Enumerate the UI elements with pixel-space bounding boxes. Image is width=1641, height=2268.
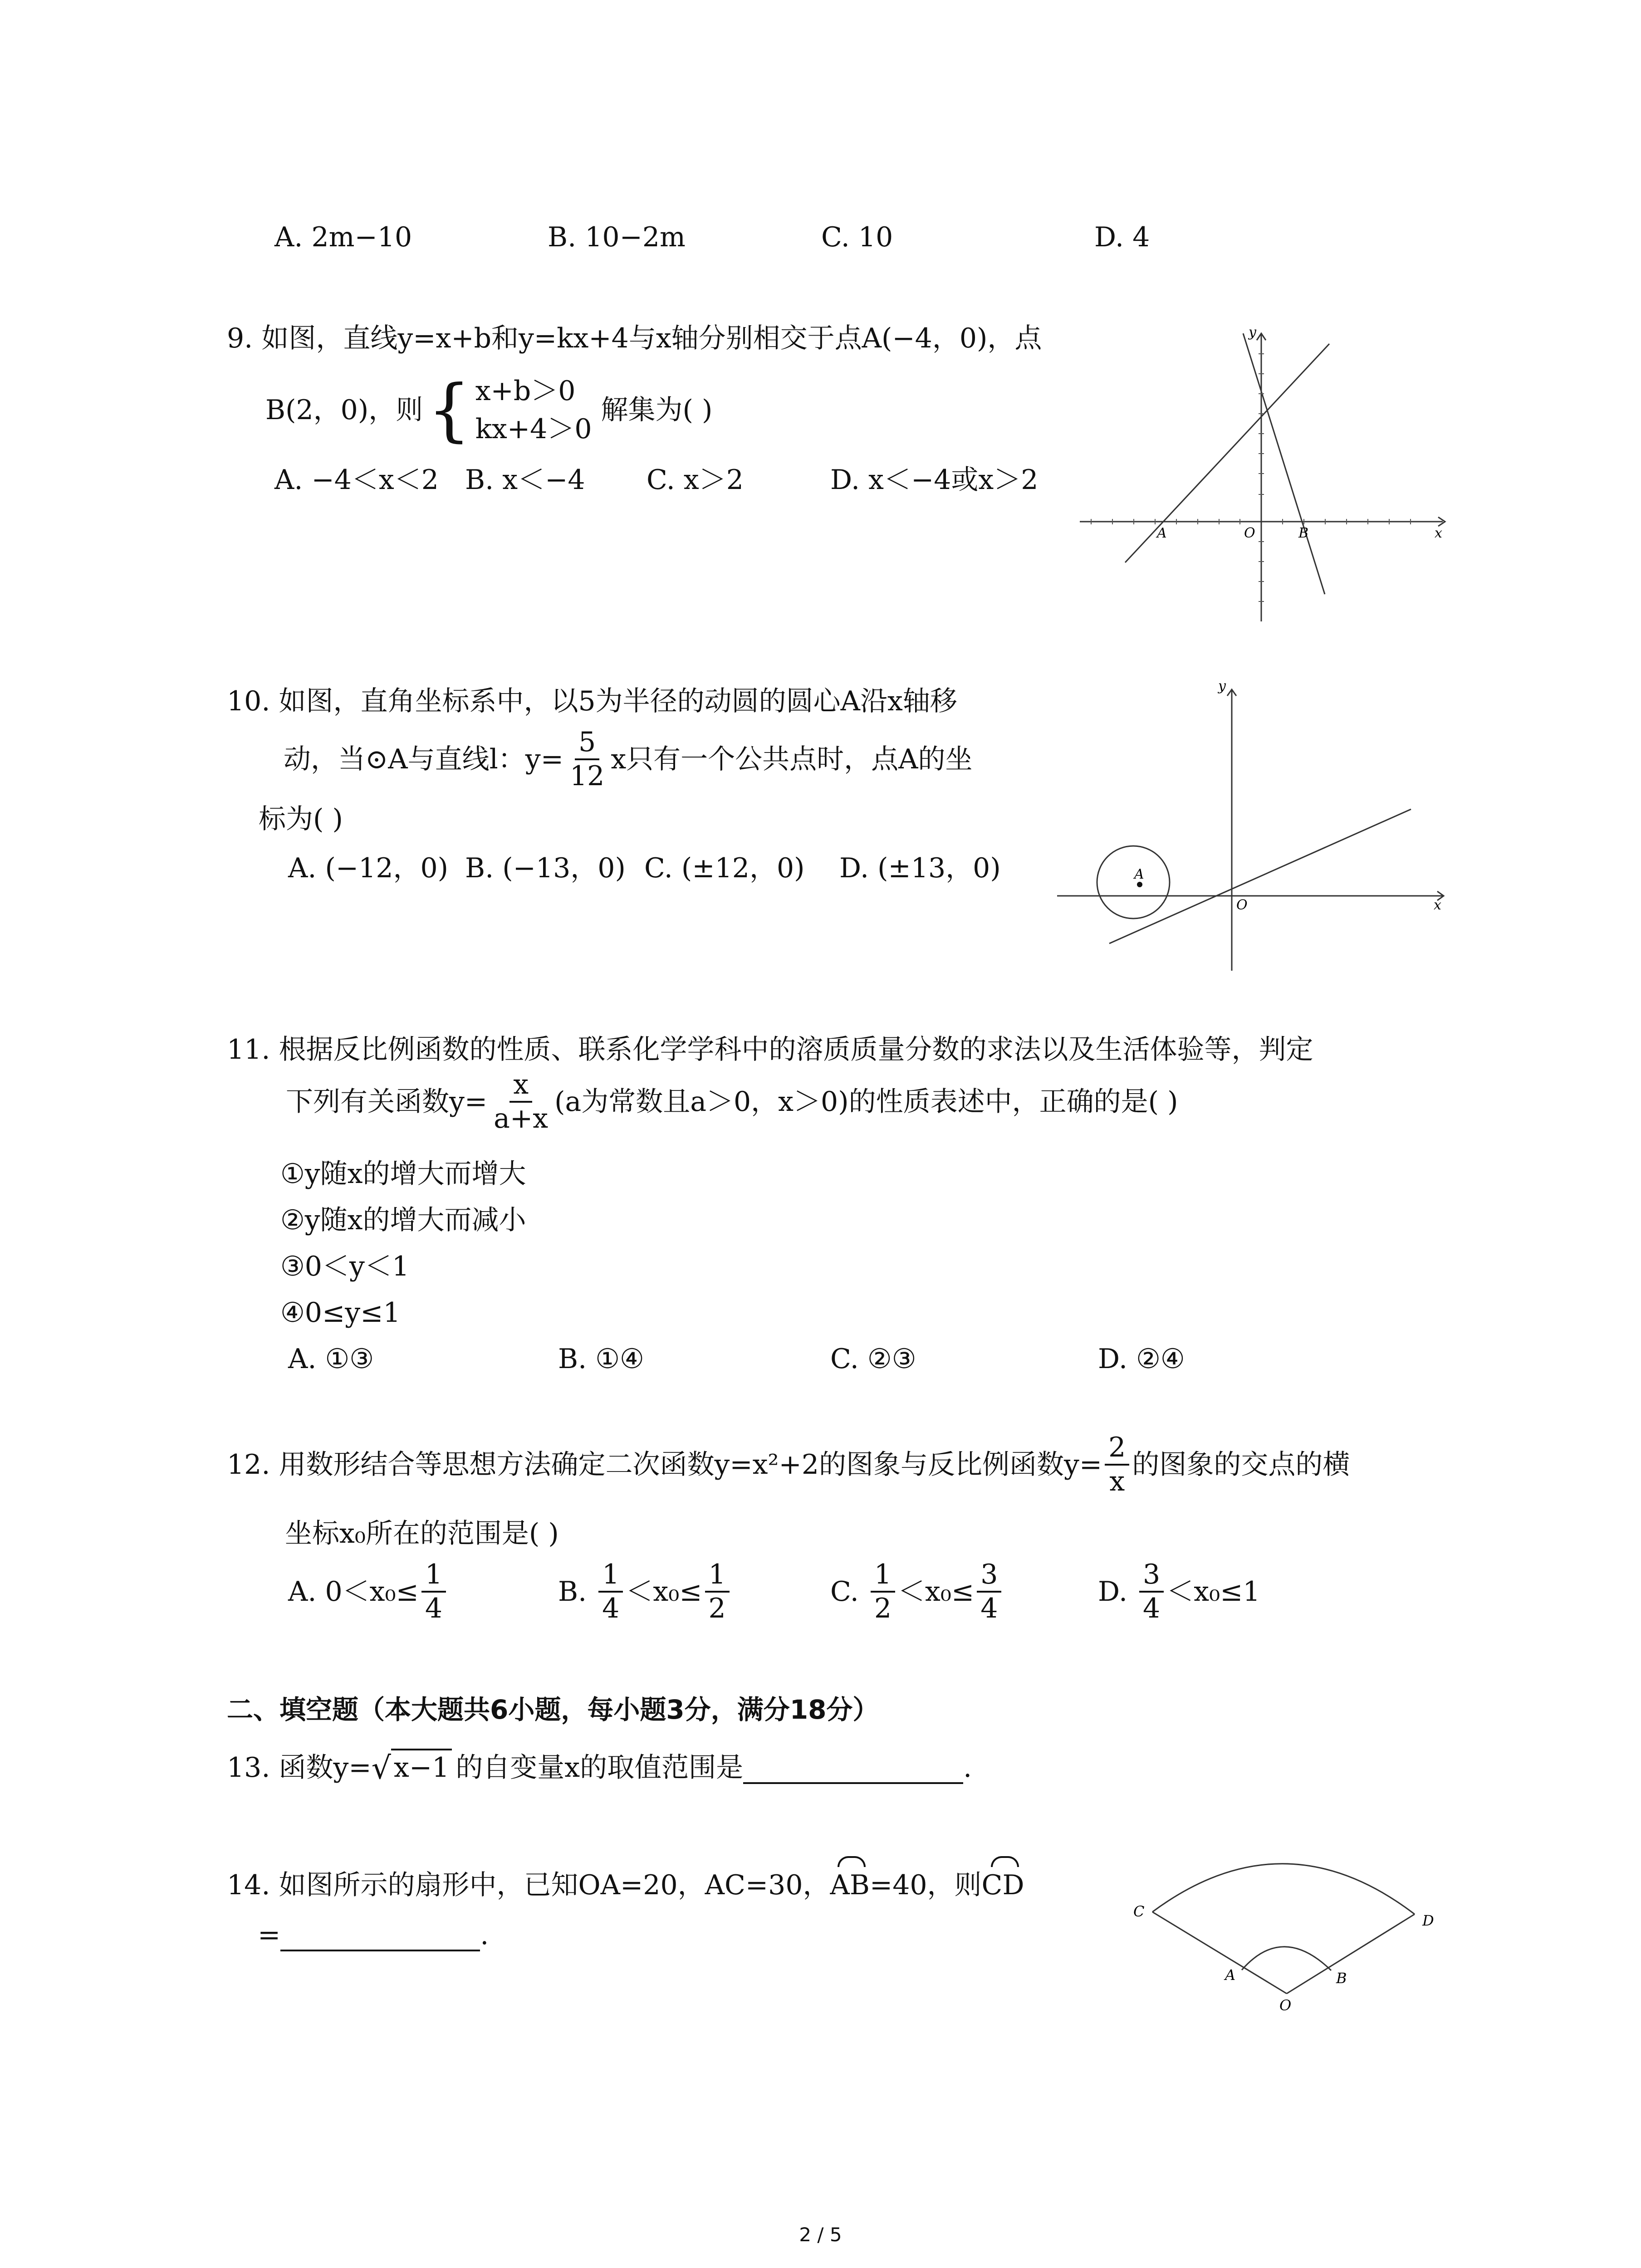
- q9-inequality-1: x+b＞0: [475, 375, 576, 407]
- q12-option-d: [1098, 1560, 1260, 1623]
- page-number: 2 / 5: [799, 2224, 842, 2246]
- q14-stem-line1: [227, 1869, 1024, 1901]
- q8-option-b: B. 10−2m: [548, 221, 686, 253]
- q10-stem-line3: 标为( ): [259, 803, 343, 835]
- q12-stem-line1-post: 的图象的交点的横: [1132, 1449, 1350, 1481]
- q14-arc-cd: CD: [981, 1869, 1024, 1901]
- q11-statement-4: ④0≤y≤1: [280, 1297, 401, 1329]
- q13-sqrt-sign: √: [371, 1750, 392, 1786]
- q14-stem-line2-pre: =: [258, 1919, 281, 1951]
- q10-stem-line2-post: x只有一个公共点时，点A的坐: [611, 743, 973, 775]
- q9-fig-y-label: y: [1249, 324, 1256, 340]
- q13-stem-pre: 13. 函数y=: [227, 1752, 372, 1784]
- q10-slope-fraction: [566, 728, 608, 791]
- q12-option-b-middle: ＜x₀≤: [626, 1576, 702, 1608]
- q11-option-c: C. ②③: [830, 1343, 916, 1375]
- q13-sqrt: [372, 1749, 452, 1784]
- q12-option-b-label: B.: [558, 1576, 587, 1608]
- q12-option-a-num: 1: [421, 1560, 446, 1593]
- q14-arc-ab: AB: [830, 1869, 870, 1901]
- q14-fig-a-label: A: [1225, 1966, 1236, 1984]
- q11-statement-2: ②y随x的增大而减小: [280, 1204, 526, 1236]
- q14-stem-line1-mid: =40，则: [869, 1869, 982, 1901]
- q12-option-c-middle: ＜x₀≤: [898, 1576, 975, 1608]
- q10-option-d: D. (±13，0): [839, 852, 1001, 884]
- q9-option-c: C. x＞2: [647, 464, 744, 496]
- q14-fig-b-label: B: [1336, 1970, 1347, 1987]
- q10-slope-numerator: 5: [575, 728, 599, 760]
- q11-fraction-numerator: x: [509, 1070, 532, 1103]
- q10-fig-y-label: y: [1218, 680, 1226, 694]
- q9-option-a: A. −4＜x＜2: [274, 464, 439, 496]
- q12-option-c: [830, 1560, 1004, 1623]
- q11-stem-line2-pre: 下列有关函数y=: [286, 1086, 488, 1118]
- q12-option-b: [558, 1560, 732, 1623]
- q8-option-d: D. 4: [1094, 221, 1150, 253]
- q9-inequality-system: [475, 372, 592, 448]
- q14-stem-line1-pre: 14. 如图所示的扇形中，已知OA=20，AC=30，: [227, 1869, 830, 1901]
- q14-segment-oc: [1152, 1912, 1287, 1994]
- q9-system-brace: {: [427, 371, 471, 450]
- q12-option-c-fraction-2: [977, 1560, 1001, 1623]
- q12-option-d-den: 4: [1143, 1593, 1161, 1624]
- q12-stem-line2: 坐标x₀所在的范围是( ): [285, 1518, 559, 1549]
- q12-option-b-den-1: 4: [602, 1593, 620, 1624]
- q9-stem-line2-pre: B(2，0)，则: [265, 394, 423, 426]
- q9-stem-line2: [265, 372, 712, 448]
- q12-fraction-numerator: 2: [1105, 1433, 1129, 1466]
- q8-option-a: A. 2m−10: [274, 221, 412, 253]
- q12-option-c-label: C.: [830, 1576, 859, 1608]
- q13-stem-post: 的自变量x的取值范围是: [456, 1752, 744, 1784]
- q12-option-b-fraction-2: [705, 1560, 730, 1623]
- q8-option-c: C. 10: [821, 221, 893, 253]
- q14-answer-blank[interactable]: [280, 1922, 480, 1951]
- q11-fraction-denominator: a+x: [494, 1103, 549, 1134]
- q11-stem-line1: 11. 根据反比例函数的性质、联系化学学科中的溶质质量分数的求法以及生活体验等，判定: [227, 1034, 1313, 1066]
- q10-center-dot: [1137, 882, 1142, 887]
- q9-figure: [1075, 318, 1456, 626]
- q12-option-d-fraction: [1139, 1560, 1164, 1623]
- q11-option-a: A. ①③: [288, 1343, 374, 1375]
- q9-option-d: D. x＜−4或x＞2: [830, 464, 1038, 496]
- q12-option-c-num-2: 3: [977, 1560, 1001, 1593]
- q13-radicand: x−1: [391, 1749, 452, 1784]
- q14-fig-c-label: C: [1133, 1903, 1145, 1920]
- q9-stem-line2-post: 解集为( ): [601, 394, 713, 426]
- q12-option-a-fraction: [421, 1560, 446, 1623]
- q9-inequality-2: kx+4＞0: [475, 413, 592, 445]
- q10-stem-line1: 10. 如图，直角坐标系中，以5为半径的动圆的圆心A沿x轴移: [227, 685, 957, 717]
- q12-option-b-num-2: 1: [705, 1560, 730, 1593]
- q12-option-b-num-1: 1: [598, 1560, 623, 1593]
- q11-option-d: D. ②④: [1098, 1343, 1185, 1375]
- q12-option-c-num-1: 1: [871, 1560, 895, 1593]
- q12-fraction-denominator: x: [1109, 1466, 1125, 1497]
- q12-option-b-den-2: 2: [708, 1593, 726, 1624]
- q12-option-c-den-2: 4: [980, 1593, 998, 1624]
- q10-line-l: [1109, 809, 1411, 943]
- q10-fig-point-a-label: A: [1134, 866, 1144, 882]
- q14-segment-od: [1287, 1914, 1415, 1994]
- q12-option-a-label: A. 0＜x₀≤: [288, 1576, 419, 1608]
- q12-stem-line1-pre: 12. 用数形结合等思想方法确定二次函数y=x²+2的图象与反比例函数y=: [227, 1449, 1102, 1481]
- q10-option-c: C. (±12，0): [644, 852, 805, 884]
- q13-answer-blank[interactable]: [743, 1755, 963, 1784]
- q12-option-b-fraction-1: [598, 1560, 623, 1623]
- q12-option-d-num: 3: [1139, 1560, 1164, 1593]
- q11-function-fraction: [490, 1070, 552, 1133]
- q12-option-a-den: 4: [425, 1593, 442, 1624]
- q9-fig-origin-label: O: [1244, 525, 1255, 541]
- q14-arc-cd-curve: [1152, 1864, 1415, 1914]
- q10-figure: [1053, 680, 1452, 980]
- q14-fig-d-label: D: [1422, 1912, 1434, 1929]
- q12-option-c-fraction-1: [871, 1560, 895, 1623]
- q13-stem: [227, 1749, 972, 1784]
- q14-fig-o-label: O: [1279, 1997, 1292, 2014]
- q10-stem-line2-pre: 动，当⊙A与直线l：y=: [284, 743, 563, 775]
- q9-stem-line1: 9. 如图，直线y=x+b和y=kx+4与x轴分别相交于点A(−4，0)，点: [227, 323, 1042, 354]
- q11-statement-3: ③0＜y＜1: [280, 1251, 410, 1282]
- q9-option-b: B. x＜−4: [465, 464, 585, 496]
- q11-statement-1: ①y随x的增大而增大: [280, 1158, 526, 1190]
- q14-stem-line2: [258, 1919, 489, 1951]
- q10-stem-line2: [284, 728, 973, 791]
- section-2-heading: 二、填空题（本大题共6小题，每小题3分，满分18分）: [227, 1694, 879, 1725]
- q9-fig-point-a-label: A: [1157, 525, 1167, 541]
- q14-arc-ab-curve: [1242, 1947, 1331, 1970]
- q10-fig-x-label: x: [1434, 897, 1441, 913]
- q12-option-c-den-1: 2: [874, 1593, 892, 1624]
- q12-option-a: [288, 1560, 449, 1623]
- q12-option-d-label: D.: [1098, 1576, 1128, 1608]
- q9-fig-x-label: x: [1435, 525, 1442, 541]
- q11-stem-line2: [286, 1070, 1178, 1133]
- q9-line-y-kx-4: [1243, 333, 1325, 594]
- q14-figure: [1121, 1823, 1456, 2023]
- q12-stem-line1: [227, 1433, 1350, 1496]
- q9-fig-point-b-label: B: [1298, 525, 1309, 541]
- q12-option-d-tail: ＜x₀≤1: [1166, 1576, 1260, 1608]
- q10-option-a: A. (−12，0): [288, 852, 449, 884]
- q10-fig-origin-label: O: [1236, 897, 1248, 913]
- q11-stem-line2-post: (a为常数且a＞0，x＞0)的性质表述中，正确的是( ): [554, 1086, 1178, 1118]
- q12-inverse-fraction: [1105, 1433, 1129, 1496]
- q10-slope-denominator: 12: [569, 760, 605, 792]
- q10-circle-a: [1097, 846, 1170, 919]
- q11-option-b: B. ①④: [558, 1343, 644, 1375]
- q14-stem-end: .: [480, 1919, 489, 1951]
- q10-option-b: B. (−13，0): [465, 852, 626, 884]
- q13-stem-end: .: [963, 1752, 972, 1784]
